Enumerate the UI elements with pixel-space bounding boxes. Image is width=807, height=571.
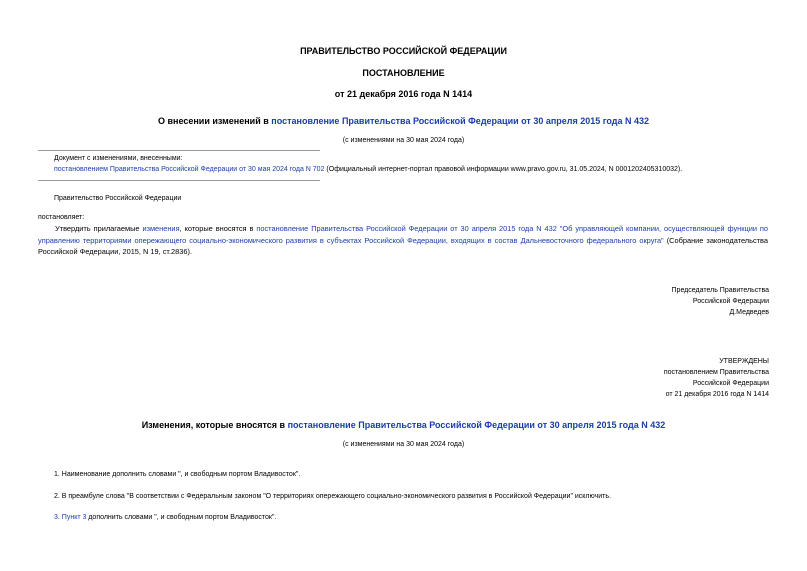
changes-link[interactable]: изменения — [142, 224, 180, 233]
resolves-label: постановляет: — [38, 214, 85, 221]
change-item-1: 1. Наименование дополнить словами ", и свободным портом Владивосток". — [54, 471, 301, 478]
document-type: ПОСТАНОВЛЕНИЕ — [362, 68, 445, 78]
p1-text-a: Утвердить прилагаемые — [55, 224, 143, 233]
p1-text-b: , которые вносятся в — [179, 224, 257, 233]
changes-decree-link[interactable]: постановление Правительства Российской Федерации от 30 апреля 2015 года N 432 — [287, 420, 666, 430]
document-title — [0, 116, 807, 126]
title-prefix: О внесении изменений в — [157, 116, 272, 126]
resolution-paragraph — [38, 223, 768, 258]
change-item-2: 2. В преамбуле слова "В соответствии с Федеральным законом "О территориях опережающего социально-экономического развития в Российской Федерации" исключить. — [54, 493, 611, 500]
divider-top — [38, 150, 320, 151]
changes-line — [54, 166, 682, 173]
changes-title — [0, 420, 807, 430]
signature-name: Д.Медведев — [729, 309, 769, 316]
point-3-link[interactable]: Пункт 3 — [61, 514, 87, 521]
publication-source: (Официальный интернет-портал правовой информации www.pravo.gov.ru, 31.05.2024, N 0001202405310032). — [324, 166, 683, 173]
signature-position: Председатель Правительства — [671, 287, 769, 294]
approved-by: постановлением Правительства — [663, 369, 769, 376]
decree-432-link[interactable]: постановление Правительства Российской Федерации от 30 апреля 2015 года N 432 "Об управляющей компании, осуществляющей функции по управлению территориями опережающего социально-экономического развития в субъектах Российской Федерации, входящих в состав Дальневосточного федерального округа" — [38, 224, 769, 245]
change-item-3 — [54, 514, 276, 521]
approved-label: УТВЕРЖДЕНЫ — [719, 358, 769, 365]
changes-amended-note: (с изменениями на 30 мая 2024 года) — [342, 441, 465, 448]
item-3-number-link[interactable]: 3. — [54, 514, 60, 521]
government-title: ПРАВИТЕЛЬСТВО РОССИЙСКОЙ ФЕДЕРАЦИИ — [300, 46, 507, 56]
amended-decree-link[interactable]: постановление Правительства Российской Федерации от 30 апреля 2015 года N 432 — [271, 116, 650, 126]
approved-country: Российской Федерации — [692, 380, 769, 387]
signature-country: Российской Федерации — [692, 298, 769, 305]
divider-bottom — [38, 180, 320, 181]
amended-note: (с изменениями на 30 мая 2024 года) — [342, 137, 465, 144]
document-date-number: от 21 декабря 2016 года N 1414 — [334, 89, 473, 99]
approved-date: от 21 декабря 2016 года N 1414 — [665, 391, 769, 398]
item-3-text: дополнить словами ", и свободным портом Владивосток". — [86, 514, 277, 521]
p1-text-c: (Собрание законодательства Российской Федерации, 2015, N 19, ст.2836). — [38, 235, 769, 256]
issuer: Правительство Российской Федерации — [54, 195, 182, 202]
changes-intro: Документ с изменениями, внесенными: — [54, 155, 183, 162]
changes-title-prefix: Изменения, которые вносятся в — [141, 420, 288, 430]
amending-decree-link[interactable]: постановлением Правительства Российской Федерации от 30 мая 2024 года N 702 — [54, 166, 325, 173]
